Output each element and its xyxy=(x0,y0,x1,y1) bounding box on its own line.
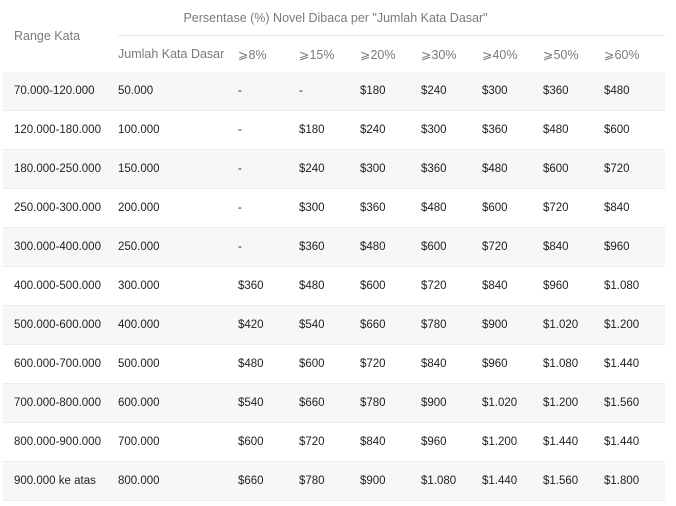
table-row xyxy=(3,228,665,267)
price-cell: $840 xyxy=(421,345,482,384)
table-row xyxy=(3,306,665,345)
price-cell: $180 xyxy=(299,111,360,150)
group-column-header xyxy=(118,0,665,36)
range-cell: 800.000-900.000 xyxy=(3,423,118,462)
table-row xyxy=(3,150,665,189)
price-cell: $1.020 xyxy=(482,384,543,423)
table-row xyxy=(3,384,665,423)
table-row xyxy=(3,423,665,462)
price-cell: $900 xyxy=(482,306,543,345)
percent-header-50: ⩾50% xyxy=(543,36,604,73)
price-cell: - xyxy=(238,111,299,150)
price-cell: $1.560 xyxy=(543,462,604,501)
percent-header-20: ⩾20% xyxy=(360,36,421,73)
price-cell: - xyxy=(299,72,360,111)
price-cell: $1.800 xyxy=(604,462,665,501)
price-cell: $420 xyxy=(238,306,299,345)
price-cell: $1.080 xyxy=(604,267,665,306)
price-cell: $600 xyxy=(238,423,299,462)
price-cell: $1.200 xyxy=(604,306,665,345)
price-cell: $1.080 xyxy=(421,462,482,501)
price-cell: $840 xyxy=(482,267,543,306)
group-header-label: Persentase (%) Novel Dibaca per "Jumlah Kata Dasar" xyxy=(183,10,488,25)
price-cell: $480 xyxy=(360,228,421,267)
table-row xyxy=(3,462,665,501)
price-cell: $660 xyxy=(299,384,360,423)
price-cell: $1.440 xyxy=(543,423,604,462)
price-cell: $960 xyxy=(543,267,604,306)
price-cell: $600 xyxy=(299,345,360,384)
price-cell: $240 xyxy=(360,111,421,150)
price-cell: $780 xyxy=(421,306,482,345)
price-cell: $1.440 xyxy=(482,462,543,501)
price-cell: $720 xyxy=(360,345,421,384)
range-cell: 180.000-250.000 xyxy=(3,150,118,189)
price-cell: $720 xyxy=(604,150,665,189)
price-cell: $360 xyxy=(543,72,604,111)
price-cell: $360 xyxy=(238,267,299,306)
percent-header-40: ⩾40% xyxy=(482,36,543,73)
range-column-header: Range Kata xyxy=(14,29,81,43)
range-cell: 600.000-700.000 xyxy=(3,345,118,384)
range-cell: 300.000-400.000 xyxy=(3,228,118,267)
price-cell: $600 xyxy=(482,189,543,228)
base-cell: 500.000 xyxy=(118,345,238,384)
price-cell: - xyxy=(238,72,299,111)
table-body xyxy=(3,72,665,501)
price-cell: $720 xyxy=(299,423,360,462)
price-cell: - xyxy=(238,189,299,228)
price-cell: $900 xyxy=(360,462,421,501)
range-cell: 70.000-120.000 xyxy=(3,72,118,111)
range-cell: 900.000 ke atas xyxy=(3,462,118,501)
price-cell: $960 xyxy=(421,423,482,462)
price-table xyxy=(3,0,665,501)
table-row xyxy=(3,189,665,228)
price-cell: $1.020 xyxy=(543,306,604,345)
price-cell: $600 xyxy=(604,111,665,150)
range-cell: 400.000-500.000 xyxy=(3,267,118,306)
price-cell: $480 xyxy=(238,345,299,384)
price-cell: $300 xyxy=(421,111,482,150)
price-cell: $840 xyxy=(604,189,665,228)
percent-header-30: ⩾30% xyxy=(421,36,482,73)
price-cell: $540 xyxy=(238,384,299,423)
price-cell: $360 xyxy=(482,111,543,150)
price-cell: $720 xyxy=(421,267,482,306)
price-cell: $600 xyxy=(421,228,482,267)
price-cell: $780 xyxy=(360,384,421,423)
table-row xyxy=(3,111,665,150)
price-cell: $480 xyxy=(482,150,543,189)
price-cell: $660 xyxy=(238,462,299,501)
price-cell: $1.200 xyxy=(543,384,604,423)
price-cell: $780 xyxy=(299,462,360,501)
price-cell: $480 xyxy=(543,111,604,150)
base-cell: 400.000 xyxy=(118,306,238,345)
price-cell: $300 xyxy=(299,189,360,228)
range-cell: 500.000-600.000 xyxy=(3,306,118,345)
price-cell: $1.080 xyxy=(543,345,604,384)
price-cell: $600 xyxy=(360,267,421,306)
price-cell: $1.440 xyxy=(604,423,665,462)
price-cell: $720 xyxy=(543,189,604,228)
base-cell: 700.000 xyxy=(118,423,238,462)
base-cell: 250.000 xyxy=(118,228,238,267)
price-cell: $660 xyxy=(360,306,421,345)
price-cell: $360 xyxy=(299,228,360,267)
price-cell: $600 xyxy=(543,150,604,189)
base-cell: 150.000 xyxy=(118,150,238,189)
base-cell: 800.000 xyxy=(118,462,238,501)
price-cell: $960 xyxy=(482,345,543,384)
base-cell: 50.000 xyxy=(118,72,238,111)
price-cell: $480 xyxy=(299,267,360,306)
price-cell: $360 xyxy=(360,189,421,228)
price-cell: $540 xyxy=(299,306,360,345)
price-cell: $900 xyxy=(421,384,482,423)
price-cell: $480 xyxy=(421,189,482,228)
price-cell: $840 xyxy=(360,423,421,462)
base-column-header: Jumlah Kata Dasar xyxy=(118,36,238,73)
price-cell: - xyxy=(238,150,299,189)
price-cell: $960 xyxy=(604,228,665,267)
price-cell: $1.560 xyxy=(604,384,665,423)
base-cell: 600.000 xyxy=(118,384,238,423)
price-cell: $240 xyxy=(299,150,360,189)
price-cell: $180 xyxy=(360,72,421,111)
price-cell: $1.440 xyxy=(604,345,665,384)
price-cell: $1.200 xyxy=(482,423,543,462)
range-cell: 120.000-180.000 xyxy=(3,111,118,150)
price-cell: $840 xyxy=(543,228,604,267)
percent-header-60: ⩾60% xyxy=(604,36,665,73)
price-cell: $240 xyxy=(421,72,482,111)
percent-header-8: ⩾8% xyxy=(238,36,299,73)
base-cell: 100.000 xyxy=(118,111,238,150)
price-cell: $300 xyxy=(482,72,543,111)
range-cell: 250.000-300.000 xyxy=(3,189,118,228)
base-cell: 200.000 xyxy=(118,189,238,228)
price-cell: $720 xyxy=(482,228,543,267)
percent-header-15: ⩾15% xyxy=(299,36,360,73)
price-cell: $300 xyxy=(360,150,421,189)
table-row xyxy=(3,72,665,111)
price-cell: - xyxy=(238,228,299,267)
table-row xyxy=(3,345,665,384)
table-row xyxy=(3,267,665,306)
price-cell: $480 xyxy=(604,72,665,111)
range-cell: 700.000-800.000 xyxy=(3,384,118,423)
base-cell: 300.000 xyxy=(118,267,238,306)
price-cell: $360 xyxy=(421,150,482,189)
